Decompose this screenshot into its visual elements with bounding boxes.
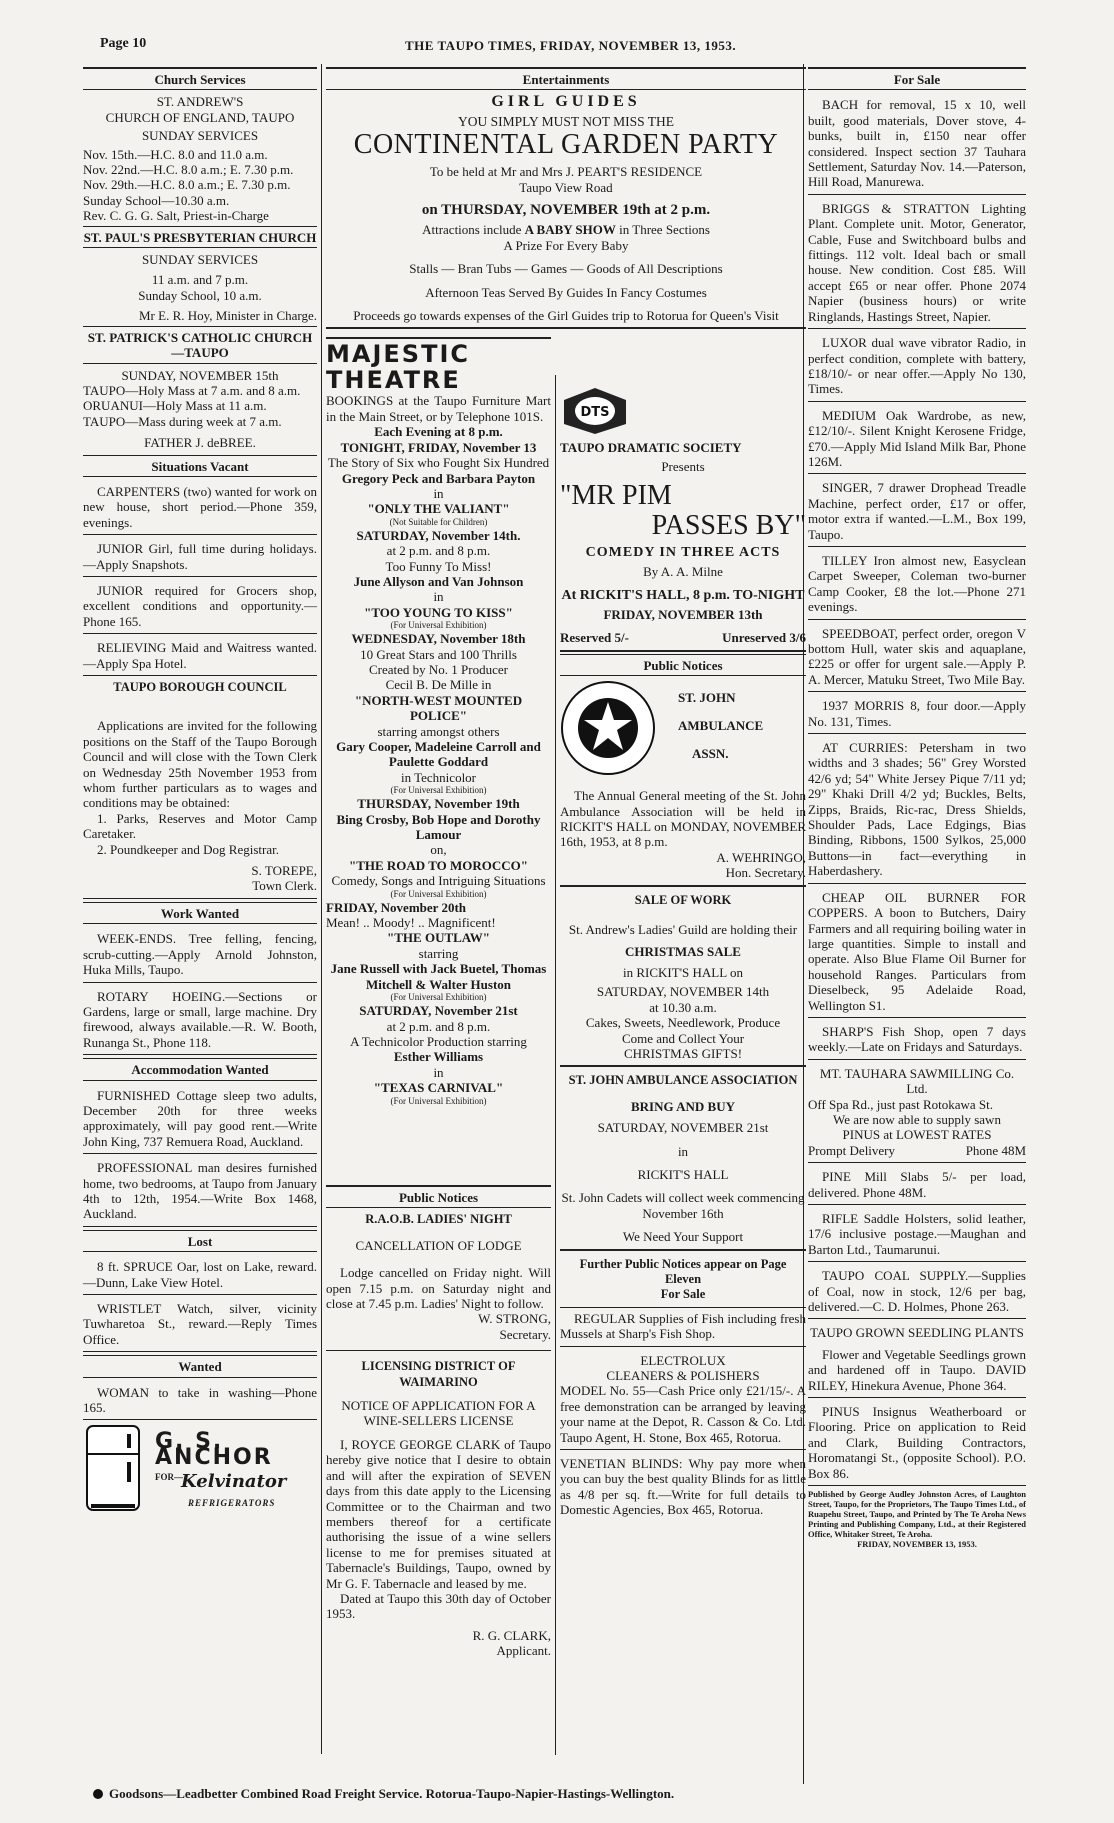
masthead — [100, 30, 1000, 52]
notice-line: Come and Collect Your — [621, 1030, 745, 1046]
ad-text: BRIGGS & STRATTON Lighting Plant. Complete unit. Motor, Generator, Cable, Fuse and Switchboard bulbs and fittings. 112 volt. Ideal bach or small house. New condition. Cost £85. Will accept £65 or near offer. Phone 2074 Napier (business hours) or write Ringlands, Hastings Street, Napier. — [808, 200, 1026, 324]
signature: FATHER J. deBREE. — [144, 435, 256, 451]
ad-text: SHARP'S Fish Shop, open 7 days weekly.—Late on Fridays and Saturdays. — [808, 1023, 1026, 1055]
classified-ad — [83, 986, 317, 1056]
dramatic-line: Presents — [661, 459, 705, 475]
notice-body: Applications are invited for the following positions on the Staff of the Taupo Borough Council and will close with the Town Clerk on Wednesday 25th November 1953 from whom further particulars as to wages and conditions may be obtained: — [83, 718, 317, 811]
majestic-theatre — [326, 337, 551, 1106]
column-3 — [560, 380, 806, 1525]
borough-notice — [83, 715, 317, 898]
film-rating: (For Universal Exhibition) — [390, 620, 487, 631]
service-line: Sunday School, 10 a.m. — [138, 287, 262, 303]
dramatic-line: By A. A. Milne — [643, 564, 723, 580]
classified-ad — [83, 1157, 317, 1227]
notice-sub: CANCELLATION OF LODGE — [355, 1237, 522, 1253]
classified-ad — [83, 1382, 317, 1421]
theatre-line: in — [433, 1064, 444, 1080]
notice-body: The Annual General meeting of the St. John Ambulance Association will be held in RICKIT'S HALL on MONDAY, NOVEMBER 16th, 1953, at 8 p.m. — [560, 788, 806, 850]
film-title: "THE ROAD TO MOROCCO" — [349, 857, 528, 873]
stjohn-notice-head — [560, 680, 806, 776]
ad-title: TAUPO GROWN SEEDLING PLANTS — [810, 1325, 1024, 1341]
anchor-name: G. S. ANCHOR — [155, 1429, 273, 1470]
classified-ad — [808, 1265, 1026, 1319]
theatre-line: starring amongst others — [377, 723, 500, 739]
service-line: Nov. 15th.—H.C. 8.0 and 11.0 a.m. — [83, 146, 268, 162]
ad-text: REGULAR Supplies of Fish including fresh Mussels at Sharp's Fish Shop. — [560, 1310, 806, 1342]
kelvinator-sub: REFRIGERATORS — [188, 1498, 276, 1509]
imprint-text: Published by George Audley Johnston Acres, of Laughton Street, Taupo, for the Proprietors, The Taupo Times Ltd., of Ruapehu Street, Taupo, and Printed by The Te Aroha News Printing and Publishing Company, Ltd., at their Registered Office, Whitaker Street, Te Aroha. — [808, 1489, 1026, 1540]
film-rating: (For Universal Exhibition) — [390, 992, 487, 1003]
sawmill-ad — [808, 1063, 1026, 1163]
notice-line: RICKIT'S HALL — [637, 1166, 729, 1182]
ad-text: JUNIOR required for Grocers shop, excellent conditions and opportunity.—Phone 165. — [83, 582, 317, 629]
play-title: "MR PIM — [560, 479, 672, 511]
ad-text: PROFESSIONAL man desires furnished home, two bedrooms, at Taupo from January 4th to 12th, 1954.—Write Box 1468, Auckland. — [83, 1160, 317, 1222]
ad-text: WEEK-ENDS. Tree felling, fencing, scrub-cutting.—Apply Arnold Johnston, Huka Mills, Taupo. — [83, 931, 317, 978]
ad-text: PINUS Insignus Weatherboard or Flooring. Price on application to Reid and Clark, Building Contractors, Horomatangi St., (opposite School). P.O. Box 86. — [808, 1404, 1026, 1481]
theatre-stars: Bing Crosby, Bob Hope and Dorothy Lamour — [336, 811, 541, 843]
anchor-ad — [83, 1424, 317, 1514]
ad-text: 1937 MORRIS 8, four door.—Apply No. 131, Times. — [808, 698, 1026, 729]
classified-ad — [83, 1298, 317, 1352]
guides-date: on THURSDAY, NOVEMBER 19th at 2 p.m. — [421, 202, 711, 219]
column-4 — [808, 65, 1026, 1549]
guides-line: YOU SIMPLY MUST NOT MISS THE — [457, 113, 675, 129]
ad-text: MEDIUM Oak Wardrobe, as new, £12/10/-. Silent Knight Kerosene Fridge, £70.—Apply Mid Island Milk Bar, Phone 126M. — [808, 407, 1026, 469]
theatre-stars: June Allyson and Van Johnson — [353, 573, 524, 589]
kelvinator-brand: Kelvinator — [181, 1471, 287, 1493]
classified-ad — [808, 887, 1026, 1018]
theatre-line: in — [433, 485, 444, 501]
ad-text: Phone 48M — [965, 1142, 1026, 1158]
ad-text: Off Spa Rd., just past Rotokawa St. — [808, 1096, 994, 1112]
ad-text: ROTARY HOEING.—Sections or Gardens, large or small, large machine. Dry firewood, always available.—R. W. Booth, Runanga St., Phone 118. — [83, 988, 317, 1050]
theatre-line: on, — [430, 842, 447, 858]
notice-body: Dated at Taupo this 30th day of October 1953. — [326, 1590, 551, 1622]
theatre-line: A Technicolor Production starring — [350, 1033, 527, 1049]
theatre-line: Cecil B. De Mille in — [385, 677, 492, 693]
notice-title: LICENSING DISTRICT OF WAIMARINO — [361, 1359, 516, 1389]
ad-text: FURNISHED Cottage sleep two adults, December 20th for three weeks approximately, will pay good rent.—Write John King, 737 Remuera Road, Auckland. — [83, 1087, 317, 1149]
show-date: THURSDAY, November 19th — [357, 796, 520, 812]
guides-title: GIRL GUIDES — [491, 93, 641, 111]
footer-text: Goodsons—Leadbetter Combined Road Freight Service. Rotorua-Taupo-Napier-Hastings-Wellington. — [109, 1786, 675, 1801]
film-rating: (Not Suitable for Children) — [389, 516, 488, 527]
accommodation-header: Accommodation Wanted — [83, 1058, 317, 1080]
classified-ad — [808, 1166, 1026, 1205]
refrigerator-icon — [83, 1424, 143, 1512]
service-line: Rev. C. G. G. Salt, Priest-in-Charge — [83, 208, 269, 224]
ad-title: ELECTROLUX — [640, 1352, 726, 1368]
dramatic-title: TAUPO DRAMATIC SOCIETY — [560, 440, 742, 455]
notice-line: CHRISTMAS SALE — [625, 943, 741, 959]
classified-ad — [83, 481, 317, 535]
notice-item: 1. Parks, Reserves and Motor Camp Caretaker. — [83, 810, 317, 842]
theatre-line: Comedy, Songs and Intriguing Situations — [331, 873, 546, 889]
classified-ad — [83, 538, 317, 577]
anchor-for: FOR— — [155, 1472, 183, 1483]
signature: A. WEHRINGO, — [716, 849, 806, 865]
classified-ad — [560, 1453, 806, 1522]
classified-ad — [808, 405, 1026, 475]
classified-ad — [808, 695, 1026, 734]
imprint — [808, 1489, 1026, 1549]
ad-text: RIFLE Saddle Holsters, solid leather, 17/6 inclusive postage.—Maughan and Barton Ltd., Taumarunui. — [808, 1211, 1026, 1257]
notice-body: I, ROYCE GEORGE CLARK of Taupo hereby give notice that I desire to obtain and will after the expiration of SEVEN days from this date apply to the Licensing Committee or to the Chairman and two members thereof for a certificate authorising the issue of a wine sellers license to me for premises situated at Tabernacle's Buildings, Taupo, owned by Mr G. F. Tabernacle and leased by me. — [326, 1436, 551, 1591]
notice-line: St. John Cadets will collect week commencing November 16th — [561, 1190, 805, 1221]
ad-text: We are now able to supply sawn — [833, 1111, 1001, 1127]
garden-party-title: CONTINENTAL GARDEN PARTY — [353, 129, 779, 161]
dramatic-date: FRIDAY, NOVEMBER 13th — [603, 607, 763, 623]
notice-line: SATURDAY, NOVEMBER 14th — [596, 984, 770, 1000]
ad-text: CARPENTERS (two) wanted for work on new house, short period.—Phone 359, evenings. — [83, 483, 317, 530]
theatre-booking: BOOKINGS at the Taupo Furniture Mart in the Main Street, or by Telephone 101S. — [326, 393, 551, 424]
service-line: Nov. 22nd.—H.C. 8.0 a.m.; E. 7.30 p.m. — [83, 162, 294, 178]
guides-line: To be held at Mr and Mrs J. PEART'S RESIDENCE — [429, 164, 703, 180]
st-john-badge-icon — [560, 680, 656, 776]
guides-line: Attractions include — [422, 222, 522, 238]
notice-line: CHRISTMAS GIFTS! — [560, 1046, 806, 1067]
classified-ad — [808, 737, 1026, 884]
notice-title: R.A.O.B. LADIES' NIGHT — [365, 1212, 512, 1227]
price-unreserved: Unreserved 3/6 — [722, 630, 806, 646]
notice-title: ST. JOHN AMBULANCE ASSOCIATION — [568, 1073, 798, 1088]
guides-line: Taupo View Road — [519, 179, 613, 195]
theatre-line: starring — [418, 945, 459, 961]
guides-line: Proceeds go towards expenses of the Girl Guides trip to Rotorua for Queen's Visit — [326, 308, 806, 329]
seedling-ad — [808, 1322, 1026, 1398]
situations-header: Situations Vacant — [83, 455, 317, 477]
notice-title: TAUPO BOROUGH COUNCIL — [113, 680, 287, 694]
ad-title: MT. TAUHARA SAWMILLING Co. Ltd. — [819, 1065, 1015, 1097]
signature: W. STRONG, — [478, 1311, 551, 1327]
ad-text: WOMAN to take in washing—Phone 165. — [83, 1384, 317, 1416]
ad-text: SINGER, 7 drawer Drophead Treadle Machine, perfect order, £17 or offer, motor extra if wanted.—L.M., Box 199, Taupo. — [808, 480, 1026, 542]
classified-ad — [808, 1208, 1026, 1262]
bullet-icon — [93, 1789, 103, 1799]
theatre-line: The Story of Six who Fought Six Hundred — [327, 455, 550, 471]
ad-title: CLEANERS & POLISHERS — [606, 1368, 760, 1384]
notice-item: 2. Poundkeeper and Dog Registrar. — [97, 841, 279, 857]
classified-ad — [83, 637, 317, 676]
guides-line: Afternoon Teas Served By Guides In Fancy Costumes — [425, 284, 707, 300]
classified-ad — [808, 94, 1026, 194]
notice-line: We Need Your Support — [560, 1229, 806, 1250]
price-reserved: Reserved 5/- — [560, 630, 629, 646]
dramatic-society-ad — [560, 380, 806, 652]
theatre-title: MAJESTIC THEATRE — [326, 337, 551, 393]
show-date: SATURDAY, November 14th. — [356, 527, 521, 543]
notice-line: at 10.30 a.m. — [649, 999, 717, 1015]
ad-text: 8 ft. SPRUCE Oar, lost on Lake, reward.—Dunn, Lake View Hotel. — [83, 1259, 317, 1290]
theatre-line: 10 Great Stars and 100 Thrills — [360, 646, 517, 662]
column-1 — [83, 65, 317, 1514]
dramatic-venue: At RICKIT'S HALL, 8 p.m. TO-NIGHT — [561, 587, 805, 603]
show-date: SATURDAY, November 21st — [359, 1003, 518, 1019]
stjohn-title: ASSN. — [692, 746, 729, 762]
church-title: ST. PATRICK'S CATHOLIC CHURCH—TAUPO — [83, 326, 317, 364]
church-title: ST. PAUL'S PRESBYTERIAN CHURCH — [83, 226, 317, 248]
notice-line: Cakes, Sweets, Needlework, Produce — [585, 1015, 781, 1031]
ad-text: WRISTLET Watch, silver, vicinity Tuwharetoa St., reward.—Reply Times Office. — [83, 1301, 317, 1347]
service-line: 11 a.m. and 7 p.m. — [151, 272, 249, 288]
theatre-line: Mean! .. Moody! .. Magnificent! — [326, 915, 496, 931]
notice-sub: BRING AND BUY — [630, 1098, 735, 1114]
ad-text: LUXOR dual wave vibrator Radio, in perfect condition, complete with battery, £18/10/- or near offer.—Apply No 130, Times. — [808, 335, 1026, 397]
notice-line: in — [677, 1143, 689, 1159]
ad-text: Flower and Vegetable Seedlings grown and hardened off in Taupo. DAVID RILEY, Hinekura Avenue, Phone 364. — [808, 1346, 1026, 1393]
theatre-line: Each Evening at 8 p.m. — [374, 424, 503, 440]
theatre-stars: Jane Russell with Jack Buetel, Thomas Mitchell & Walter Huston — [330, 961, 547, 992]
stjohn-title: AMBULANCE — [678, 718, 764, 734]
theatre-line: at 2 p.m. and 8 p.m. — [386, 1018, 491, 1034]
classified-ad — [808, 477, 1026, 547]
for-sale-header: For Sale — [808, 67, 1026, 90]
church-sub: SUNDAY, NOVEMBER 15th — [121, 367, 279, 383]
dramatic-society-emblem — [560, 386, 630, 436]
imprint-date: FRIDAY, NOVEMBER 13, 1953. — [857, 1539, 977, 1550]
theatre-stars: Gregory Peck and Barbara Payton — [341, 470, 536, 486]
wanted-header: Wanted — [83, 1355, 317, 1377]
ad-text: PINUS at LOWEST RATES — [842, 1127, 992, 1143]
church-sub: SUNDAY SERVICES — [141, 128, 259, 144]
notice-sub: For Sale — [560, 1287, 806, 1307]
film-title: "TOO YOUNG TO KISS" — [364, 604, 513, 620]
show-date: FRIDAY, November 20th — [326, 899, 466, 915]
service-line: TAUPO—Mass during week at 7 a.m. — [83, 413, 282, 429]
masthead-title: THE TAUPO TIMES, FRIDAY, NOVEMBER 13, 1953. — [405, 38, 737, 53]
guides-line: Stalls — Bran Tubs — Games — Goods of All Descriptions — [409, 261, 723, 277]
theatre-line: Too Funny To Miss! — [385, 558, 492, 574]
ad-text: RELIEVING Maid and Waitress wanted.—Apply Spa Hotel. — [83, 640, 317, 671]
church-title: ST. ANDREW'S — [156, 94, 244, 110]
notice-title: SALE OF WORK — [634, 892, 732, 907]
theatre-line: Created by No. 1 Producer — [369, 661, 508, 677]
stjohn-title: ST. JOHN — [678, 690, 736, 706]
film-rating: (For Universal Exhibition) — [390, 785, 487, 796]
ad-text: CHEAP OIL BURNER FOR COPPERS. A boon to Butchers, Dairy Farmers and all requiring boiling water in large quantities. Simple to install and operate. Also Blue Flame Oil Burner for household Ranges. Particulars from Dieselbeck, 95 Adelaide Road, Wellington S1. — [808, 889, 1026, 1013]
film-title: "ONLY THE VALIANT" — [367, 501, 510, 517]
classified-ad — [83, 928, 317, 982]
guides-line: A BABY SHOW — [524, 222, 616, 238]
lost-header: Lost — [83, 1230, 317, 1252]
church-sub: SUNDAY SERVICES — [141, 252, 259, 268]
signature: Secretary. — [326, 1327, 551, 1351]
classified-ad — [808, 198, 1026, 329]
ad-text: JUNIOR Girl, full time during holidays.—Apply Snapshots. — [83, 541, 317, 572]
public-notices-header: Public Notices — [560, 654, 806, 676]
classified-ad — [808, 550, 1026, 620]
column-rule — [321, 64, 322, 1754]
film-rating: (For Universal Exhibition) — [390, 888, 487, 899]
film-title: "NORTH-WEST MOUNTED POLICE" — [354, 692, 523, 724]
theatre-line: in — [433, 589, 444, 605]
theatre-stars: Gary Cooper, Madeleine Carroll and Paulette Goddard — [336, 739, 541, 770]
theatre-line: at 2 p.m. and 8 p.m. — [386, 543, 491, 559]
ad-text: VENETIAN BLINDS: Why pay more when you can buy the best quality Blinds for as little as 4/8 per sq. ft.—Write for full details to Domestic Agencies, Box 465, Rotorua. — [560, 1456, 806, 1518]
page-number: Page 10 — [100, 36, 147, 51]
signature: R. G. CLARK, — [472, 1627, 551, 1643]
footer-ad — [93, 1786, 973, 1802]
notice-line: SATURDAY, NOVEMBER 21st — [597, 1120, 769, 1136]
guides-line: in Three Sections — [619, 222, 710, 238]
ad-text: TILLEY Iron almost new, Easyclean Carpet Sweeper, Coleman two-burner Camp Cooker, £8 the lot.—Phone 271 evenings. — [808, 552, 1026, 615]
notice-body: Lodge cancelled on Friday night. Will open 7.15 p.m. on Saturday night and close at 7.45 p.m. Ladies' Night to follow. — [326, 1265, 551, 1312]
guides-line: A Prize For Every Baby — [503, 237, 629, 253]
ad-text: SPEEDBOAT, perfect order, oregon V bottom Hull, water skis and aquaplane, £225 or offer for urgent sale.—Apply P. A. Mercer, Matuku Street, Two Mile Bay. — [808, 625, 1026, 687]
classified-ad — [83, 1085, 317, 1155]
show-date: TONIGHT, FRIDAY, November 13 — [340, 439, 537, 455]
signature: Applicant. — [496, 1643, 551, 1659]
theatre-line: in Technicolor — [400, 769, 477, 785]
classified-ad — [808, 332, 1026, 402]
service-line: Nov. 29th.—H.C. 8.0 a.m.; E. 7.30 p.m. — [83, 177, 291, 193]
signature: S. TOREPE, — [251, 863, 317, 879]
film-title: "THE OUTLAW" — [387, 930, 490, 946]
electrolux-ad — [560, 1350, 806, 1450]
dramatic-line: COMEDY IN THREE ACTS — [585, 544, 781, 560]
notice-title: Further Public Notices appear on Page Eleven — [579, 1256, 787, 1286]
ad-text: Prompt Delivery — [808, 1142, 896, 1158]
ad-text: BACH for removal, 15 x 10, well built, good materials, Dover stove, 4-bunks, built in, £150 near offer considered. Inspect section 37 Tauhara Settlement, Saturday Nov. 14.—Paterson, Hill Road, Manurewa. — [808, 97, 1026, 190]
film-rating: (For Universal Exhibition) — [390, 1095, 487, 1106]
classified-ad — [83, 580, 317, 634]
ad-text: TAUPO COAL SUPPLY.—Supplies of Coal, now in stock, 12/6 per bag, delivered.—C. D. Holmes, Phone 263. — [808, 1268, 1026, 1315]
public-notices-header: Public Notices — [326, 1185, 551, 1208]
classified-ad — [808, 1401, 1026, 1486]
work-wanted-header: Work Wanted — [83, 902, 317, 924]
service-line: Mr E. R. Hoy, Minister in Charge. — [138, 308, 317, 324]
classified-ad — [808, 623, 1026, 693]
entertainments-header: Entertainments — [326, 67, 806, 90]
service-line: ORUANUI—Holy Mass at 11 a.m. — [83, 398, 267, 414]
service-line: TAUPO—Holy Mass at 7 a.m. and 8 a.m. — [83, 382, 301, 398]
notice-line: St. Andrew's Ladies' Guild are holding their — [568, 922, 798, 938]
emblem-text: DTS — [580, 405, 610, 420]
notice-line: in RICKIT'S HALL on — [623, 964, 743, 980]
signature: Town Clerk. — [252, 878, 317, 894]
church-title: CHURCH OF ENGLAND, TAUPO — [105, 109, 295, 125]
show-date: WEDNESDAY, November 18th — [351, 631, 526, 647]
classified-ad — [83, 1256, 317, 1295]
ad-text: MODEL No. 55—Cash Price only £21/15/-. A free demonstration can be arranged by leaving your name at the Depot, R. Casson & Co. Ltd. Taupo Agent, H. Stone, Box 465, Rotorua. — [560, 1383, 806, 1445]
film-title: "TEXAS CARNIVAL" — [373, 1080, 504, 1096]
notice-sub: NOTICE OF APPLICATION FOR A WINE-SELLERS LICENSE — [341, 1398, 536, 1429]
classified-ad — [808, 1021, 1026, 1060]
classified-ad — [560, 1308, 806, 1347]
play-title: PASSES BY" — [651, 509, 806, 541]
church-header: Church Services — [83, 67, 317, 90]
theatre-stars: Esther Williams — [393, 1049, 484, 1065]
ad-text: PINE Mill Slabs 5/- per load, delivered. Phone 48M. — [808, 1169, 1026, 1200]
service-line: Sunday School—10.30 a.m. — [83, 192, 230, 208]
ad-text: AT CURRIES: Petersham in two widths and 3 shades; 56" Grey Worsted 42/6 yd; 54" White Jersey Pique 7/11 yd; 29" Khaki Drill 4/2 yd; Buckles, Belts, Zipps, Braids, Ric-rac, Dress Shields, Shoulder Pads, Lace Edgings, Bias Binding, Ribbons, 1500 Sylkos, 25,000 Buttons—in fact—everything in Haberdashery. — [808, 740, 1026, 879]
signature: Hon. Secretary. — [560, 865, 806, 886]
column-2-lower — [326, 1183, 551, 1659]
